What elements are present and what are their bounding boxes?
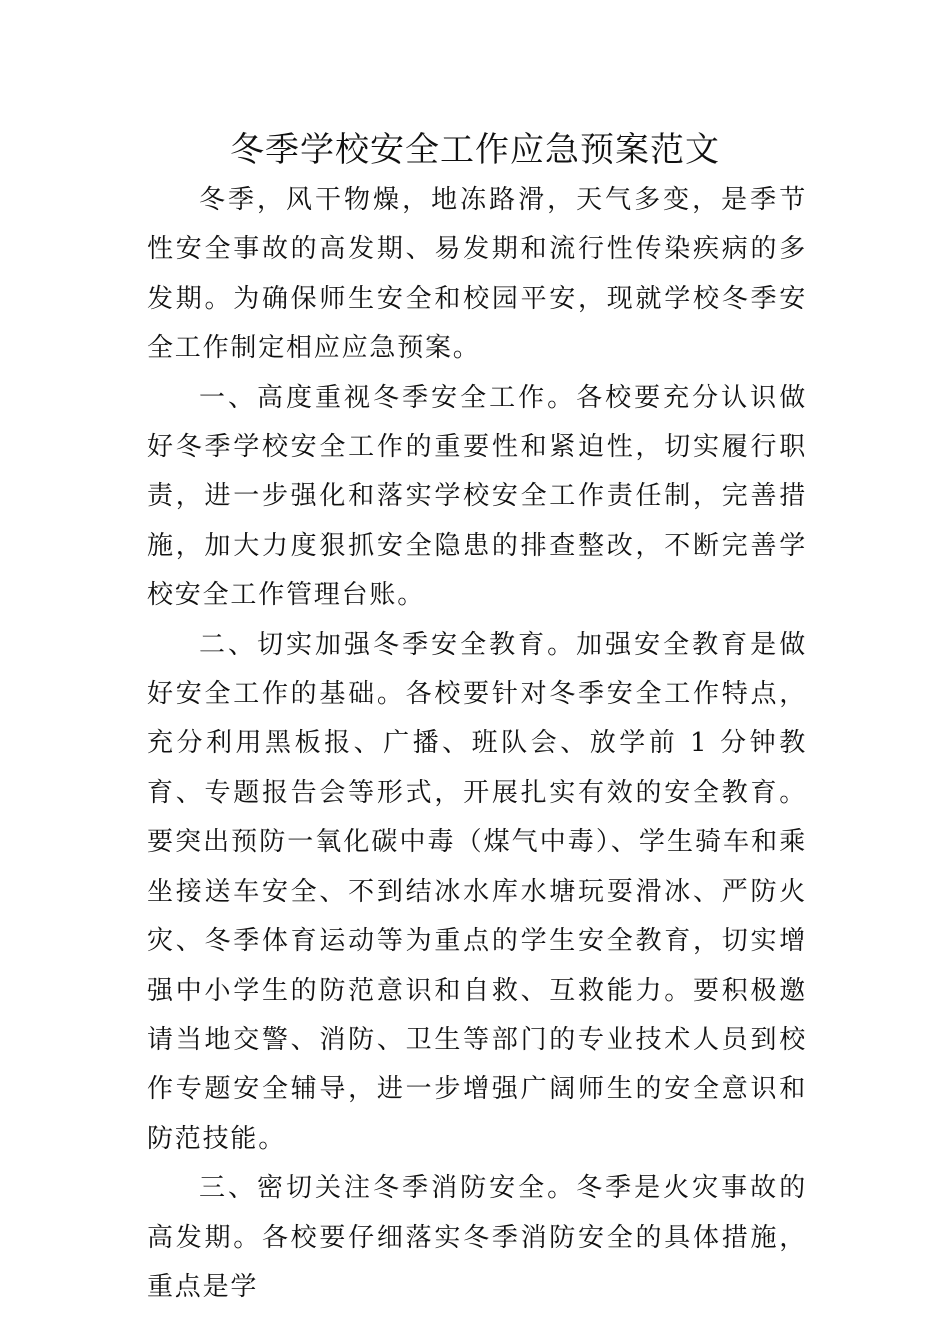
document-body xyxy=(147,176,807,1312)
paragraph-section-2: 二、切实加强冬季安全教育。加强安全教育是做好安全工作的基础。各校要针对冬季安全工作特点，充分利用黑板报、广播、班队会、放学前 1 分钟教育、专题报告会等形式，开展扎实有效的安全教育。要突出预防一氧化碳中毒（煤气中毒）、学生骑车和乘坐接送车安全、不到结冰水库水塘玩耍滑冰、严防火灾、冬季体育运动等为重点的学生安全教育，切实增强中小学生的防范意识和自救、互救能力。要积极邀请当地交警、消防、卫生等部门的专业技术人员到校作专题安全辅导，进一步增强广阔师生的安全意识和防范技能。 xyxy=(147,629,807,1154)
paragraph-section-3: 三、密切关注冬季消防安全。冬季是火灾事故的高发期。各校要仔细落实冬季消防安全的具体措施，重点是学 xyxy=(147,1173,807,1302)
document-title: 冬季学校安全工作应急预案范文 xyxy=(230,130,720,170)
paragraph-intro: 冬季，风干物燥，地冻路滑，天气多变，是季节性安全事故的高发期、易发期和流行性传染疾病的多发期。为确保师生安全和校园平安，现就学校冬季安全工作制定相应应急预案。 xyxy=(147,185,807,364)
paragraph-section-1: 一、高度重视冬季安全工作。各校要充分认识做好冬季学校安全工作的重要性和紧迫性，切实履行职责，进一步强化和落实学校安全工作责任制，完善措施，加大力度狠抓安全隐患的排查整改，不断完善学校安全工作管理台账。 xyxy=(147,382,807,611)
